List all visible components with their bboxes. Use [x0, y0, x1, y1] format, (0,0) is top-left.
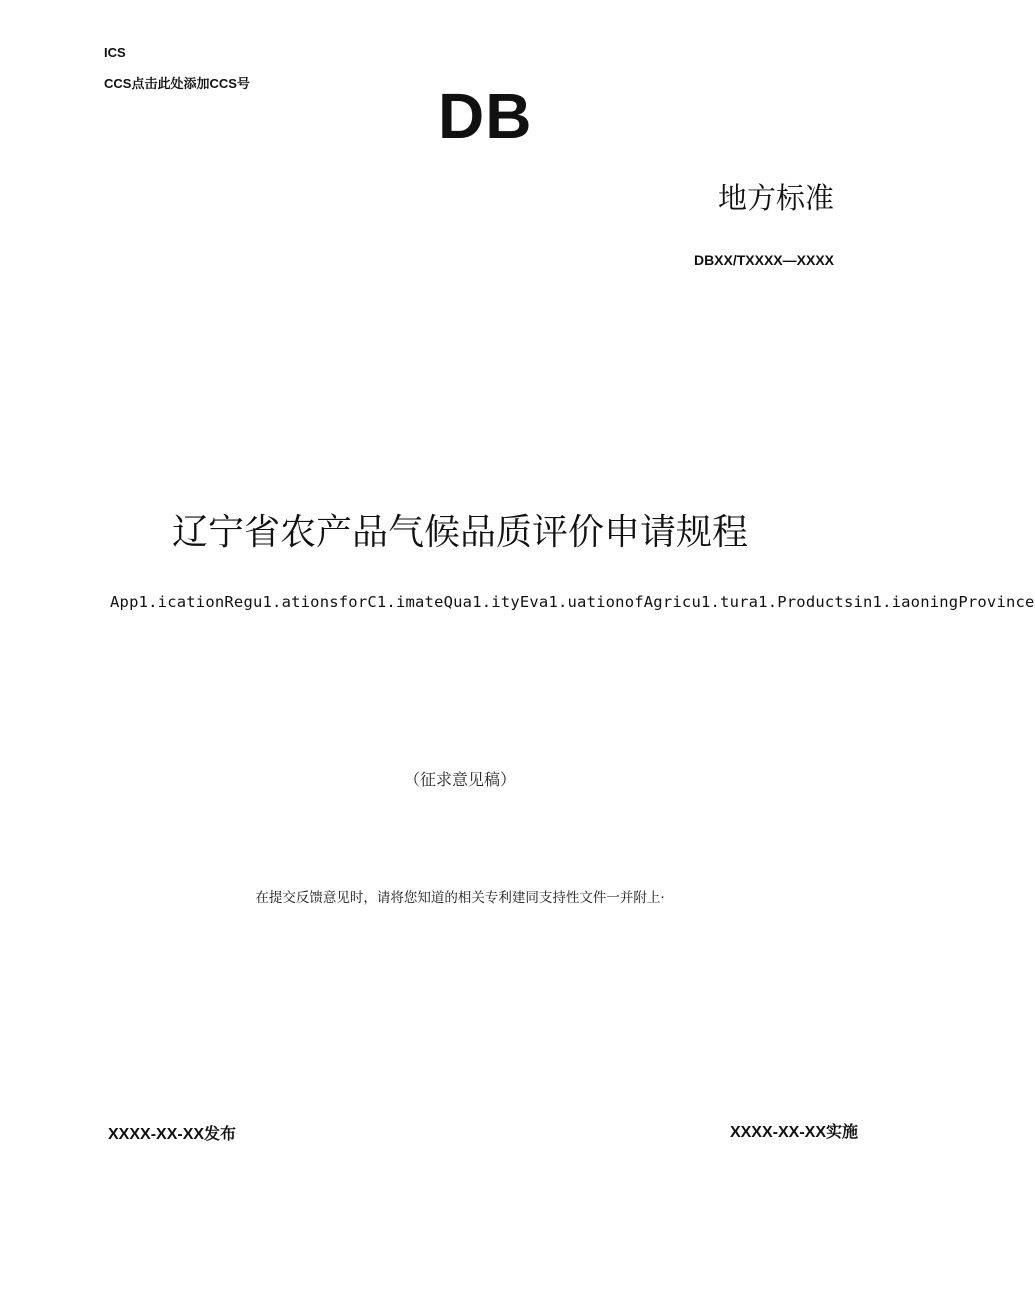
standard-code: DBXX/TXXXX—XXXX [693, 252, 834, 268]
draft-status-note: （征求意见稿） [403, 770, 516, 789]
db-logo: DB [438, 80, 533, 152]
implementation-date: XXXX-XX-XX实施 [729, 1124, 858, 1141]
ics-label: ICS [104, 45, 126, 60]
document-title-chinese: 辽宁省农产品气候品质评价申请规程 [171, 512, 748, 553]
ccs-placeholder[interactable]: CCS点击此处添加CCS号 [104, 76, 250, 91]
issue-date: XXXX-XX-XX发布 [108, 1126, 237, 1143]
standard-type: 地方标准 [717, 181, 834, 215]
document-title-english: App1.icationRegu1.ationsforC1.imateQua1.ityEva1.uationofAgricu1.tura1.Productsin1.iaoningProvince [110, 593, 1035, 611]
patent-notice: 在提交反馈意见时，请将您知道的相关专利建同支持性文件一并附上· [255, 890, 665, 906]
